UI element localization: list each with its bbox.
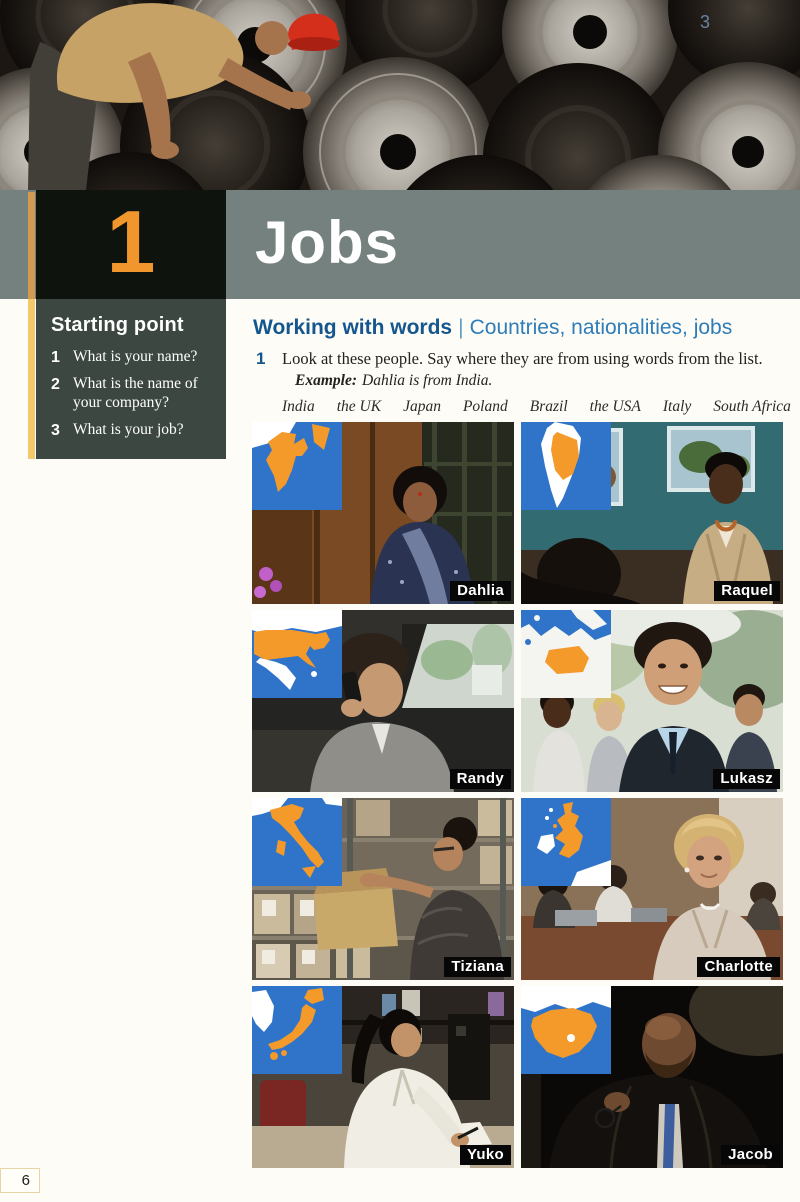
person-photo-tiziana [252,798,514,980]
italy-map-icon [252,798,342,886]
person-photo-raquel [521,422,783,604]
exercise-instruction: Look at these people. Say where they are from using words from the list. [282,349,763,368]
exercise-1 [256,349,786,369]
unit-title: Jobs [255,209,400,276]
section-heading [253,316,732,340]
word-item: South Africa [713,398,791,415]
lab-instrument [448,1014,490,1100]
person-photo-yuko [252,986,514,1168]
hero-photo [0,0,800,190]
country-word-list [282,398,791,416]
word-item: the UK [336,398,382,415]
japan-map-icon [252,986,342,1074]
exercise-number: 1 [256,349,266,368]
person-photo-lukasz [521,610,783,792]
person-photo-dahlia [252,422,514,604]
starting-point-title: Starting point [51,314,184,336]
starting-point-question-3: 3 What is your job? [51,421,184,439]
person-photo-jacob [521,986,783,1168]
example-label: Example: [295,372,357,389]
page-number: 6 [0,1168,40,1193]
person-photo-charlotte [521,798,783,980]
section-subtitle: Countries, nationalities, jobs [469,316,733,339]
poland-map-icon [521,610,611,698]
person-name-label: Tiziana [444,957,511,977]
accent-stripe-top [28,192,35,299]
unit-number: 1 [106,192,156,291]
uk-map-icon [521,798,611,886]
person-photo-randy [252,610,514,792]
starting-point-panel [36,299,226,459]
section-separator: | [458,316,464,339]
example-text: Dahlia is from India. [362,372,493,389]
coil-chalk-mark: 3 [700,12,711,32]
person-name-label: Lukasz [713,769,780,789]
southafrica-map-icon [521,986,611,1074]
unit-number-box [36,190,226,299]
word-item: Poland [462,398,508,415]
word-item: India [282,398,315,415]
person-name-label: Dahlia [450,581,511,601]
word-item: Italy [662,398,692,415]
person-name-label: Raquel [714,581,780,601]
starting-point-question-2: 2 What is the name of your company? [51,375,198,412]
usa-map-icon [252,610,342,698]
person-name-label: Jacob [721,1145,780,1165]
starting-point-question-1: 1 What is your name? [51,348,198,366]
person-name-label: Randy [450,769,511,789]
india-map-icon [252,422,342,510]
brazil-map-icon [521,422,611,510]
exercise-example [295,372,492,390]
people-photo-grid [252,422,783,1168]
open-archive-box [314,888,398,950]
person-name-label: Charlotte [697,957,780,977]
word-item: Brazil [529,398,568,415]
accent-stripe-bottom [28,299,35,459]
section-title: Working with words [253,316,453,339]
word-item: Japan [403,398,441,415]
word-item: the USA [589,398,641,415]
person-name-label: Yuko [460,1145,511,1165]
